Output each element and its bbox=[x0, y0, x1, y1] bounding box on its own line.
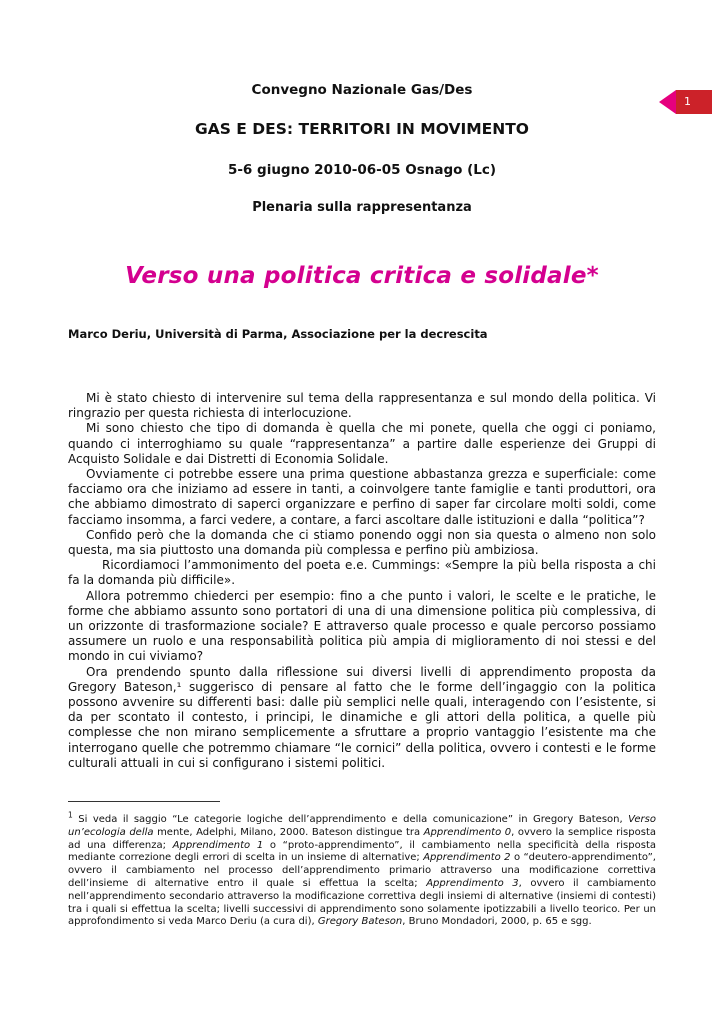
body-paragraph: Ovviamente ci potrebbe essere una prima questione abbastanza grezza e superficiale: come facciamo ora che iniziamo ad essere in tanti, a coinvolgere tante famiglie e tanti produttori, ora che abbiamo dimostrato di saperci organizzare e perfino di saper far circolare molti soldi, come facciamo insomma, a farci vedere, a contare, a farci ascoltare dalle istituzioni e dalla “politica”? bbox=[68, 467, 656, 527]
main-title: Verso una politica critica e solidale* bbox=[125, 263, 599, 289]
body-paragraph: Mi è stato chiesto di intervenire sul tema della rappresentanza e sul mondo della politica. Vi ringrazio per questa richiesta di interlocuzione. bbox=[68, 391, 656, 421]
conference-name: Convegno Nazionale Gas/Des bbox=[251, 82, 473, 98]
page-number: 1 bbox=[676, 90, 712, 114]
document-header bbox=[68, 82, 656, 215]
body-paragraph: Allora potremmo chiederci per esempio: fino a che punto i valori, le scelte e le pratiche, le forme che abbiamo assunto sono portatori di una di una dimensione politica più complessiva, di un orizzonte di trasformazione sociale? E attraverso quale processo e quale percorso possiamo assumere un ruolo e una responsabilità politica più ampia di miglioramento di noi stessi e del mondo in cui viviamo? bbox=[68, 588, 656, 664]
footnote-separator bbox=[68, 801, 220, 802]
bookmark-arrow-icon bbox=[659, 90, 676, 114]
body-text bbox=[68, 391, 656, 771]
body-paragraph: Confido però che la domanda che ci stiamo ponendo oggi non sia questa o almeno non solo questa, ma sia piuttosto una domanda più complessa e perfino più ambiziosa. bbox=[68, 527, 656, 558]
document-title: GAS E DES: TERRITORI IN MOVIMENTO bbox=[195, 120, 529, 138]
body-paragraph: Mi sono chiesto che tipo di domanda è quella che mi ponete, quella che oggi ci poniamo, quando ci interroghiamo su quale “rappresentanza” a partire dalle esperienze dei Gruppi di Acquisto Solidale e dai Distretti di Economia Solidale. bbox=[68, 421, 656, 466]
body-paragraph: Ricordiamoci l’ammonimento del poeta e.e. Cummings: «Sempre la più bella risposta a chi fa la domanda più difficile». bbox=[68, 558, 656, 588]
author-line: Marco Deriu, Università di Parma, Associazione per la decrescita bbox=[68, 327, 488, 341]
date-location: 5-6 giugno 2010-06-05 Osnago (Lc) bbox=[227, 162, 497, 178]
body-paragraph: Ora prendendo spunto dalla riflessione sui diversi livelli di apprendimento proposta da Gregory Bateson,¹ suggerisco di pensare al fatto che le forme dell’ingaggio con la politica possono avvenire su differenti basi: dalle più semplici nelle quali, interagendo con l’esistente, si da per scontato il contesto, i principi, le dinamiche e gli attori della politica, a quelle più complesse che non mirano semplicemente a sfruttare a proprio vantaggio l’esistente ma che interrogano quelle che potremmo chiamare “le cornici” della politica, ovvero i contesti e le forme culturali attuali in cui si configurano i sistemi politici. bbox=[68, 664, 656, 770]
page-number-marker[interactable] bbox=[659, 90, 712, 114]
footnote: $^1$ Si veda il saggio “Le categorie logiche dell’apprendimento e della comunicazione” in Gregory Bateson, Verso un’ecologia della mente, Adelphi, Milano, 2000. Bateson distingue tra Apprendimento 0, ovvero la semplice risposta ad una differenza; Apprendimento 1 o “proto-apprendimento”, il cambiamento nella specificità della risposta mediante correzione degli errori di scelta in un insieme di alternative; Apprendimento 2 o “deutero-apprendimento”, ovvero il cambiamento nel processo dell’apprendimento primario attraverso una modificazione correttiva dell’insieme di alternative entro il quale si effettua la scelta; Apprendimento 3, ovvero il cambiamento nell’apprendimento secondario attraverso la modificazione correttiva degli insiemi di alternative (insiemi di contesti) tra i quali si effettua la scelta; livelli successivi di apprendimento sono solamente ipotizzabili a livello teorico. Per un approfondimento si veda Marco Deriu (a cura di), Gregory Bateson, Bruno Mondadori, 2000, p. 65 e sgg. bbox=[68, 810, 657, 928]
session-title: Plenaria sulla rappresentanza bbox=[252, 200, 472, 215]
